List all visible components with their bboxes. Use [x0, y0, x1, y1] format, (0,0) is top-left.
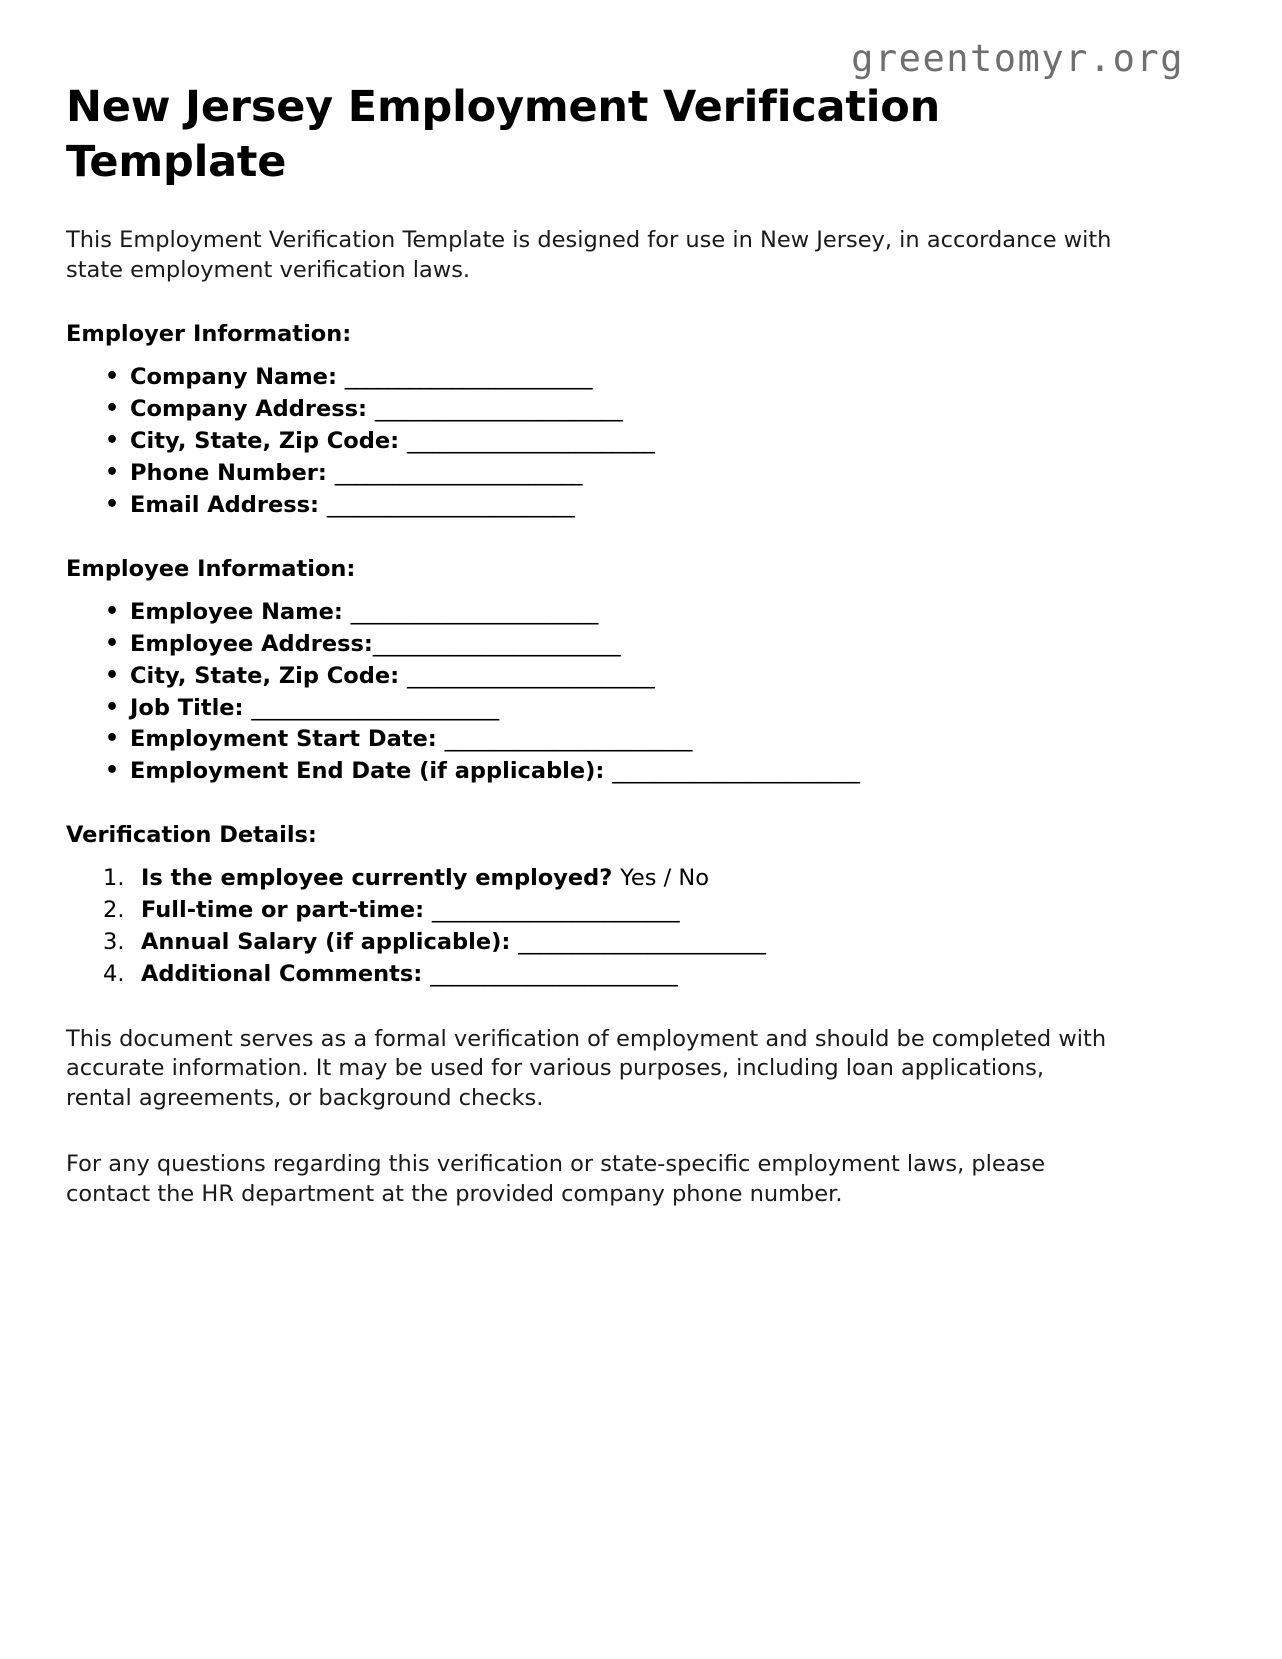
- list-item: [103, 364, 1121, 392]
- verification-details-heading: Verification Details:: [66, 822, 317, 849]
- field-label: Employee Address:: [130, 630, 373, 657]
- fill-in-blank[interactable]: _______________________: [374, 396, 623, 423]
- fill-in-blank[interactable]: _______________________: [344, 364, 593, 391]
- list-item: [103, 428, 1121, 456]
- field-label: Full-time or part-time:: [141, 897, 425, 924]
- list-item: [103, 631, 1121, 659]
- fill-in-blank[interactable]: _______________________: [431, 897, 680, 924]
- field-label: Annual Salary (if applicable):: [141, 929, 511, 956]
- list-item: [103, 865, 1121, 893]
- list-item: [103, 961, 1121, 989]
- fill-in-blank[interactable]: _______________________: [251, 694, 499, 721]
- field-label: Company Address:: [130, 396, 367, 423]
- field-label: City, State, Zip Code:: [130, 428, 400, 455]
- list-item: [103, 396, 1121, 424]
- fill-in-blank[interactable]: _______________________: [406, 428, 655, 455]
- page-title: New Jersey Employment Verification Template: [66, 82, 940, 188]
- employee-information-heading: Employee Information:: [66, 555, 356, 582]
- list-item: [103, 599, 1121, 627]
- fill-in-blank[interactable]: _______________________: [444, 726, 692, 753]
- field-label: Employee Name:: [130, 598, 343, 625]
- field-label: Employment End Date (if applicable):: [130, 758, 605, 785]
- field-label: Is the employee currently employed?: [141, 865, 613, 892]
- closing-paragraph-2: For any questions regarding this verification or state-specific employment laws, please contact the HR department at the provided company phone number.: [66, 1150, 1046, 1207]
- intro-paragraph: This Employment Verification Template is designed for use in New Jersey, in accordance with state employment verification laws.: [66, 227, 1112, 283]
- closing-paragraph-1: This document serves as a formal verification of employment and should be completed with accurate information. It may be used for various purposes, including loan applications, rental agreements, or background checks.: [66, 1025, 1107, 1112]
- field-label: Email Address:: [130, 492, 320, 518]
- list-item: [103, 726, 1121, 754]
- fill-in-blank[interactable]: _______________________: [612, 758, 860, 785]
- fill-in-blank[interactable]: _______________________: [430, 960, 678, 987]
- employee-information-field-list: [66, 599, 1121, 786]
- list-item: [103, 929, 1121, 957]
- fill-in-blank[interactable]: _______________________: [334, 460, 582, 487]
- fill-in-blank[interactable]: _______________________: [372, 630, 621, 657]
- field-label: Employment Start Date:: [130, 726, 437, 753]
- field-label: Phone Number:: [130, 460, 327, 487]
- fill-in-blank[interactable]: _______________________: [518, 929, 766, 956]
- field-label: Additional Comments:: [141, 960, 423, 987]
- site-watermark: greentomyr.org: [851, 37, 1184, 80]
- fill-in-blank[interactable]: _______________________: [350, 598, 598, 625]
- list-item: [103, 897, 1121, 925]
- field-label: City, State, Zip Code:: [130, 662, 400, 689]
- list-item: [103, 758, 1121, 786]
- employer-information-field-list: [66, 364, 1121, 519]
- list-item: [103, 663, 1121, 691]
- employer-information-heading: Employer Information:: [66, 321, 352, 348]
- field-label: Company Name:: [130, 364, 337, 391]
- list-item: [103, 460, 1121, 488]
- field-label: Job Title:: [130, 694, 244, 721]
- list-item: [103, 492, 1121, 520]
- document-content: [66, 80, 1121, 1209]
- field-value[interactable]: Yes / No: [620, 865, 709, 892]
- verification-details-list: [66, 865, 1121, 989]
- fill-in-blank[interactable]: _______________________: [406, 662, 655, 689]
- list-item: [103, 695, 1121, 723]
- fill-in-blank[interactable]: _______________________: [326, 492, 575, 518]
